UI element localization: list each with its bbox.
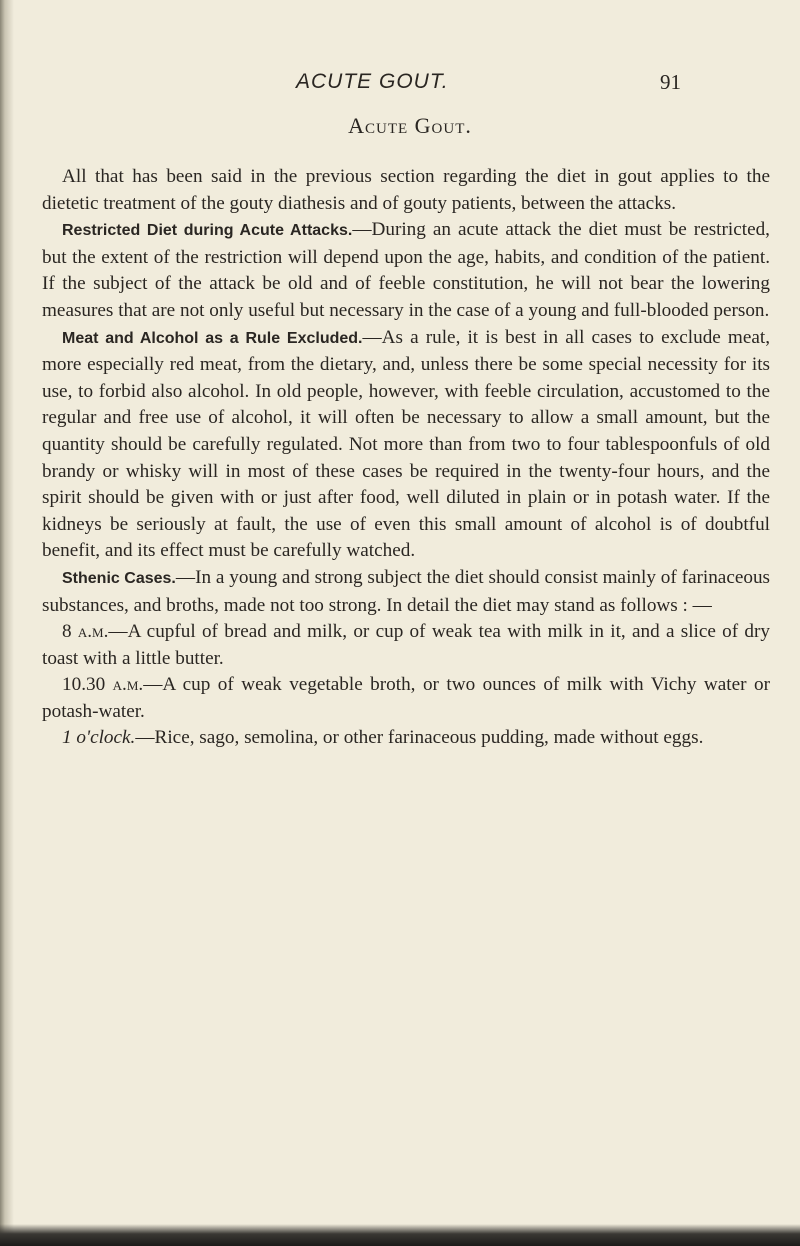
schedule-text: —A cupful of bread and milk, or cup of weak tea with milk in it, and a slice of dry toast with a little butter. <box>42 621 770 669</box>
schedule-item-1oclock <box>42 725 770 752</box>
page-gutter-shadow <box>0 0 14 1246</box>
schedule-text: —Rice, sago, semolina, or other farinaceous pudding, made without eggs. <box>135 727 704 749</box>
paragraph-meat-alcohol <box>42 325 770 565</box>
paragraph-intro <box>42 164 770 217</box>
body-text <box>42 164 770 752</box>
schedule-text: —A cup of weak vegetable broth, or two ounces of milk with Vichy water or potash-water. <box>42 674 770 722</box>
schedule-item-1030am <box>42 672 770 725</box>
run-in-heading-sthenic-cases: Sthenic Cases. <box>62 569 176 587</box>
schedule-time: 10.30 a.m. <box>62 674 144 696</box>
page-number: 91 <box>660 70 681 94</box>
run-in-heading-meat-alcohol: Meat and Alcohol as a Rule Excluded. <box>62 329 363 347</box>
meat-alcohol-text: —As a rule, it is best in all cases to exclude meat, more especially red meat, from the dietary, and, unless there be some special necessity for its use, to forbid also alcohol. In old people, however, with feeble circulation, accustomed to the regular and free use of alcohol, it will often be necessary to allow a small amount, but the quantity should be carefully regulated. Not more than from two to four tablespoonfuls of old brandy or whisky will in most of these cases be required in the twenty-four hours, and the spirit should be given with or just after food, well diluted in plain or in potash water. If the kidneys be seriously at fault, the use of even this small amount of alcohol is of doubtful benefit, and its effect must be carefully watched. <box>42 326 770 562</box>
running-title: ACUTE GOUT. <box>296 70 449 93</box>
intro-text: All that has been said in the previous section regarding the diet in gout applies to the dietetic treatment of the gouty diathesis and of gouty patients, between the attacks. <box>42 166 770 214</box>
paragraph-sthenic-cases <box>42 565 770 619</box>
running-head <box>0 70 800 98</box>
section-heading: Acute Gout. <box>348 113 472 138</box>
schedule-item-8am <box>42 619 770 672</box>
schedule-time: 8 a.m. <box>62 621 109 643</box>
sthenic-cases-text: —In a young and strong subject the diet should consist mainly of farinaceous substances, and broths, made not too strong. In detail the diet may stand as follows : — <box>42 566 771 616</box>
schedule-time: 1 o'clock. <box>62 727 136 749</box>
restricted-diet-text: —During an acute attack the diet must be restricted, but the extent of the restriction will depend upon the age, habits, and condition of the patient. If the subject of the attack be old and of feeble constitution, he will not bear the lowering measures that are not only useful but necessary in the case of a young and full-blooded person. <box>42 219 770 321</box>
run-in-heading-restricted-diet: Restricted Diet during Acute Attacks. <box>62 222 353 240</box>
paragraph-restricted-diet <box>42 217 770 324</box>
page-bottom-edge <box>0 1224 800 1246</box>
